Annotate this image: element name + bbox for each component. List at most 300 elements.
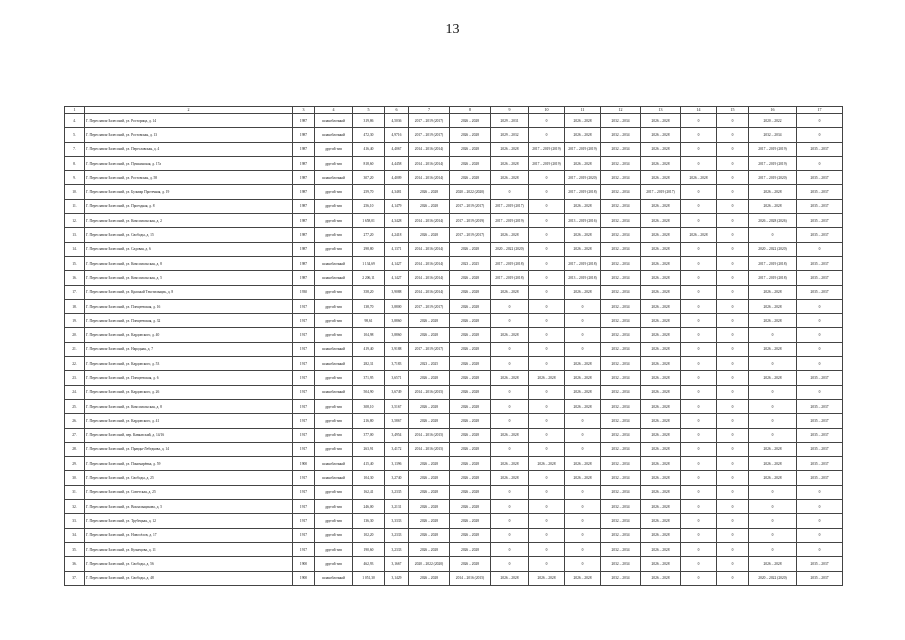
table-cell: 2026 – 2028 — [491, 371, 529, 385]
table-cell: 0 — [717, 528, 749, 542]
address-cell: Г. Переславль-Залесский, ул. Переславская, д. 4 — [85, 142, 293, 156]
table-cell: другой тип — [315, 228, 353, 242]
table-cell: 0 — [565, 542, 601, 556]
table-cell: 0 — [681, 199, 717, 213]
table-cell: 2032 – 2034 — [601, 185, 641, 199]
table-cell: 0 — [681, 271, 717, 285]
table-cell: 2035 – 2037 — [797, 471, 843, 485]
column-number-3: 3 — [293, 107, 315, 114]
address-cell: Г. Переславль-Залесский, ул. Вокзальщикова, д. 5 — [85, 500, 293, 514]
table-cell: 2026 – 2028 — [641, 399, 681, 413]
table-cell: 371,95 — [353, 371, 385, 385]
table-cell: 0 — [491, 528, 529, 542]
table-cell: 2026 – 2028 — [565, 385, 601, 399]
table-cell: 0 — [717, 442, 749, 456]
table-cell: 2026 – 2028 — [450, 542, 491, 556]
table-row — [65, 342, 843, 356]
table-cell: 2017 – 2019 (2017) — [450, 199, 491, 213]
table-cell: 0 — [797, 299, 843, 313]
table-cell: 1917 — [293, 385, 315, 399]
table-cell: 462,93 — [353, 557, 385, 571]
table-cell: 2026 – 2028 — [409, 457, 450, 471]
table-cell: 0 — [717, 557, 749, 571]
table-cell: 0 — [749, 514, 797, 528]
table-cell: 2035 – 2037 — [797, 442, 843, 456]
table-cell: 2014 – 2016 (2014) — [409, 285, 450, 299]
table-cell: 0 — [491, 414, 529, 428]
address-cell: Г. Переславль-Залесский, ул. Садовая, д. 6 — [85, 242, 293, 256]
table-cell: 0 — [717, 199, 749, 213]
table-cell: 2032 – 2034 — [601, 542, 641, 556]
table-cell: 2013 – 2019 (2018) — [565, 271, 601, 285]
table-cell: 2014 – 2016 (2014) — [409, 214, 450, 228]
table-cell: 0 — [529, 171, 565, 185]
table-cell: шлакоблочный — [315, 385, 353, 399]
table-cell: 0 — [681, 485, 717, 499]
table-cell: 2026 – 2028 — [641, 571, 681, 585]
table-cell: 2026 – 2028 — [641, 542, 681, 556]
table-cell: 0 — [565, 328, 601, 342]
table-cell: 2017 – 2019 (2017) — [409, 342, 450, 356]
address-cell: Г. Переславль-Залесский, ул. Пономарёвка, д. 59 — [85, 457, 293, 471]
table-cell: шлакоблочный — [315, 357, 353, 371]
table-cell: 2026 – 2028 — [409, 500, 450, 514]
table-cell: 0 — [749, 414, 797, 428]
table-cell: 0 — [681, 399, 717, 413]
table-cell: 1987 — [293, 271, 315, 285]
table-cell: 2035 – 2037 — [797, 199, 843, 213]
table-cell: 2026 – 2028 — [641, 342, 681, 356]
table-cell: 0 — [529, 114, 565, 128]
table-row — [65, 457, 843, 471]
page-number: 13 — [445, 22, 460, 37]
table-cell: 190,60 — [353, 542, 385, 556]
column-number-10: 10 — [529, 107, 565, 114]
table-cell: 2026 – 2028 — [565, 199, 601, 213]
table-cell: 1917 — [293, 371, 315, 385]
address-cell: Г. Переславль-Залесский, ул. Плещеевская, д. 6 — [85, 371, 293, 385]
table-cell: 0 — [797, 128, 843, 142]
table-cell: 0 — [681, 214, 717, 228]
table-cell: 2017 – 2019 (2018) — [565, 256, 601, 270]
table-row — [65, 156, 843, 170]
table-cell: 12. — [65, 214, 85, 228]
table-cell: 3,1429 — [385, 571, 409, 585]
table-cell: 2026 – 2028 — [529, 371, 565, 385]
table-cell: 2017 – 2019 (2020) — [749, 171, 797, 185]
table-cell: 0 — [529, 342, 565, 356]
table-cell: другой тип — [315, 199, 353, 213]
table-cell: 2014 – 2016 (2014) — [409, 171, 450, 185]
table-cell: 0 — [717, 242, 749, 256]
table-cell: 13. — [65, 228, 85, 242]
table-cell: 2035 – 2037 — [797, 228, 843, 242]
table-cell: 2026 – 2028 — [641, 199, 681, 213]
column-number-14: 14 — [681, 107, 717, 114]
table-cell: шлакоблочный — [315, 171, 353, 185]
table-cell: 33. — [65, 514, 85, 528]
table-cell: 2014 – 2016 (2015) — [409, 442, 450, 456]
table-cell: 2035 – 2037 — [797, 271, 843, 285]
table-cell: 10. — [65, 185, 85, 199]
table-cell: 0 — [565, 485, 601, 499]
table-cell: 2017 – 2019 (2019) — [749, 142, 797, 156]
table-cell: 2035 – 2037 — [797, 428, 843, 442]
table-cell: 2026 – 2028 — [491, 142, 529, 156]
column-number-4: 4 — [315, 107, 353, 114]
table-cell: 2026 – 2028 — [491, 285, 529, 299]
table-cell: 2026 – 2028 — [491, 428, 529, 442]
table-cell: 2026 – 2028 — [641, 256, 681, 270]
table-cell: 2017 – 2019 (2017) — [641, 185, 681, 199]
table-cell: 15. — [65, 256, 85, 270]
table-cell: 2017 – 2019 (2017) — [450, 228, 491, 242]
address-cell: Г. Переславль-Залесский, ул. Ростовская, д. 58 — [85, 171, 293, 185]
table-cell: другой тип — [315, 399, 353, 413]
table-cell: 2026 – 2028 — [641, 514, 681, 528]
table-cell: 2026 – 2028 — [450, 314, 491, 328]
table-cell: 28. — [65, 442, 85, 456]
table-cell: 0 — [529, 199, 565, 213]
table-cell: 0 — [491, 542, 529, 556]
table-cell: 1917 — [293, 357, 315, 371]
table-row — [65, 385, 843, 399]
address-cell: Г. Переславль-Залесский, ул. Проездная, д. 8 — [85, 199, 293, 213]
table-cell: 0 — [681, 457, 717, 471]
table-cell: 3,9188 — [385, 342, 409, 356]
table-cell: 1987 — [293, 199, 315, 213]
table-cell: 1917 — [293, 399, 315, 413]
table-row — [65, 557, 843, 571]
table-cell: 2035 – 2037 — [797, 414, 843, 428]
table-cell: 0 — [529, 428, 565, 442]
table-cell: 0 — [529, 228, 565, 242]
table-cell: 0 — [529, 128, 565, 142]
table-cell: 1917 — [293, 299, 315, 313]
table-cell: 0 — [797, 542, 843, 556]
table-cell: 0 — [717, 142, 749, 156]
table-cell: другой тип — [315, 442, 353, 456]
table-cell: 2032 – 2034 — [601, 214, 641, 228]
table-cell: 2026 – 2028 — [450, 371, 491, 385]
table-cell: 2026 – 2028 — [641, 385, 681, 399]
table-cell: 0 — [529, 514, 565, 528]
table-cell: 4,1479 — [385, 199, 409, 213]
table-cell: 4,4067 — [385, 142, 409, 156]
table-cell: 2026 – 2028 — [641, 357, 681, 371]
table-cell: 0 — [717, 171, 749, 185]
table-cell: 3,1667 — [385, 557, 409, 571]
table-cell: 2032 – 2034 — [601, 256, 641, 270]
table-cell: 0 — [797, 357, 843, 371]
table-cell: 2026 – 2028 — [565, 471, 601, 485]
table-cell: 2032 – 2034 — [749, 128, 797, 142]
table-cell: 0 — [491, 500, 529, 514]
table-cell: 0 — [681, 528, 717, 542]
table-cell: 2032 – 2034 — [601, 528, 641, 542]
table-cell: 2026 – 2028 — [450, 299, 491, 313]
table-cell: 2026 – 2028 — [641, 328, 681, 342]
table-cell: 0 — [717, 114, 749, 128]
table-cell: 0 — [529, 242, 565, 256]
table-cell: 2032 – 2034 — [601, 328, 641, 342]
table-cell: 26. — [65, 414, 85, 428]
table-cell: 2017 – 2019 (2017) — [409, 128, 450, 142]
table-cell: 136,30 — [353, 514, 385, 528]
table-cell: 0 — [717, 428, 749, 442]
table-cell: 2014 – 2016 (2015) — [409, 428, 450, 442]
table-cell: 2026 – 2028 — [681, 228, 717, 242]
table-cell: 1987 — [293, 185, 315, 199]
address-cell: Г. Переславль-Залесский, ул. Народная, д. 7 — [85, 342, 293, 356]
table-cell: 0 — [717, 399, 749, 413]
table-cell: 4,4458 — [385, 156, 409, 170]
table-cell: 2017 – 2019 (2019) — [529, 142, 565, 156]
table-cell: 0 — [529, 314, 565, 328]
table-cell: шлакоблочный — [315, 271, 353, 285]
table-cell: 2017 – 2019 (2018) — [749, 271, 797, 285]
table-cell: 4,4009 — [385, 171, 409, 185]
table-cell: 2014 – 2016 (2014) — [409, 142, 450, 156]
table-cell: 818,60 — [353, 156, 385, 170]
table-cell: 4. — [65, 114, 85, 128]
table-cell: 2032 – 2034 — [601, 156, 641, 170]
table-cell: 4,1427 — [385, 271, 409, 285]
column-number-7: 7 — [409, 107, 450, 114]
table-cell: 2026 – 2028 — [565, 357, 601, 371]
table-cell: 0 — [797, 385, 843, 399]
table-cell: 0 — [717, 328, 749, 342]
table-cell: другой тип — [315, 156, 353, 170]
table-cell: 2026 – 2028 — [491, 156, 529, 170]
table-row — [65, 314, 843, 328]
table-cell: 1987 — [293, 114, 315, 128]
table-cell: шлакоблочный — [315, 571, 353, 585]
table-cell: 3,2131 — [385, 500, 409, 514]
table-cell: 0 — [529, 500, 565, 514]
address-cell: Г. Переславль-Залесский, ул. Кардовского, д. 40 — [85, 328, 293, 342]
address-cell: Г. Переславль-Залесский, ул. Комсомольская, д. 8 — [85, 399, 293, 413]
table-cell: 2026 – 2028 — [450, 485, 491, 499]
table-cell: 27. — [65, 428, 85, 442]
table-cell: 0 — [681, 299, 717, 313]
address-cell: Г. Переславль-Залесский, ул. Плещеевская, д. 32 — [85, 314, 293, 328]
table-cell: 0 — [717, 214, 749, 228]
table-cell: 2032 – 2034 — [601, 428, 641, 442]
table-cell: 2032 – 2034 — [601, 199, 641, 213]
table-row — [65, 471, 843, 485]
table-cell: другой тип — [315, 242, 353, 256]
table-cell: 0 — [717, 385, 749, 399]
table-cell: 2017 – 2019 (2017) — [491, 199, 529, 213]
table-cell: 35. — [65, 542, 85, 556]
table-row — [65, 285, 843, 299]
table-cell: 2032 – 2034 — [601, 242, 641, 256]
table-cell: 4,3428 — [385, 214, 409, 228]
table-cell: 31. — [65, 485, 85, 499]
table-cell: 0 — [717, 228, 749, 242]
table-cell: 2026 – 2028 — [641, 414, 681, 428]
table-cell: 3,2335 — [385, 485, 409, 499]
table-cell: 2035 – 2037 — [797, 142, 843, 156]
column-number-1: 1 — [65, 107, 85, 114]
table-cell: 1 051,30 — [353, 571, 385, 585]
table-cell: 1917 — [293, 314, 315, 328]
table-cell: 2026 – 2028 — [409, 399, 450, 413]
table-cell: 2020 – 2022 (2020) — [450, 185, 491, 199]
table-cell: 0 — [529, 399, 565, 413]
table-cell: 2026 – 2028 — [450, 128, 491, 142]
table-cell: 2032 – 2034 — [601, 399, 641, 413]
table-cell: 4,1371 — [385, 242, 409, 256]
table-cell: 2026 – 2028 — [749, 314, 797, 328]
table-cell: 2035 – 2037 — [797, 185, 843, 199]
table-cell: 0 — [681, 314, 717, 328]
table-cell: 2026 – 2028 — [409, 414, 450, 428]
table-cell: 2026 – 2028 — [409, 328, 450, 342]
table-cell: 2026 – 2028 — [749, 199, 797, 213]
table-cell: 2026 – 2028 — [409, 485, 450, 499]
table-cell: 0 — [749, 428, 797, 442]
address-cell: Г. Переславль-Залесский, ул. Плещеевская, д. 16 — [85, 299, 293, 313]
address-cell: Г. Переславль-Залесский, ул. Комсомольская, д. 5 — [85, 271, 293, 285]
table-cell: другой тип — [315, 299, 353, 313]
table-cell: 2014 – 2016 (2014) — [409, 242, 450, 256]
table-cell: 2014 – 2016 (2014) — [409, 271, 450, 285]
table-cell: 3,5167 — [385, 399, 409, 413]
table-cell: 9. — [65, 171, 85, 185]
table-cell: шлакоблочный — [315, 128, 353, 142]
table-cell: 2020 – 2022 (2020) — [749, 571, 797, 585]
table-cell: 2026 – 2028 — [450, 142, 491, 156]
table-cell: 0 — [529, 528, 565, 542]
address-cell: Г. Переславль-Залесский, ул. Росторица, д. 14 — [85, 114, 293, 128]
table-cell: 1900 — [293, 457, 315, 471]
table-cell: 0 — [681, 342, 717, 356]
table-cell: 2026 – 2028 — [409, 199, 450, 213]
table-cell: 2026 – 2028 — [565, 128, 601, 142]
table-cell: 1930 — [293, 285, 315, 299]
table-cell: 2026 – 2028 — [565, 228, 601, 242]
table-cell: 2035 – 2037 — [797, 214, 843, 228]
table-cell: 0 — [717, 414, 749, 428]
table-cell: 0 — [797, 156, 843, 170]
table-cell: другой тип — [315, 414, 353, 428]
table-cell: 0 — [749, 357, 797, 371]
table-cell: 2026 – 2028 — [450, 285, 491, 299]
table-cell: 2032 – 2034 — [601, 557, 641, 571]
table-cell: 1917 — [293, 528, 315, 542]
table-cell: 2026 – 2028 — [641, 528, 681, 542]
table-cell: 0 — [529, 414, 565, 428]
table-row — [65, 185, 843, 199]
table-cell: 0 — [529, 299, 565, 313]
table-cell: 0 — [529, 328, 565, 342]
table-cell: 0 — [529, 542, 565, 556]
table-cell: 14. — [65, 242, 85, 256]
table-cell: 0 — [797, 242, 843, 256]
table-cell: 2026 – 2028 — [491, 471, 529, 485]
table-cell: другой тип — [315, 557, 353, 571]
address-cell: Г. Переславль-Залесский, ул. Советская, д. 25 — [85, 485, 293, 499]
table-cell: другой тип — [315, 514, 353, 528]
table-cell: 34. — [65, 528, 85, 542]
table-cell: 3,7183 — [385, 357, 409, 371]
column-number-13: 13 — [641, 107, 681, 114]
table-cell: 2026 – 2028 — [641, 242, 681, 256]
table-cell: 0 — [749, 328, 797, 342]
table-cell: 4,1427 — [385, 256, 409, 270]
table-cell: 2035 – 2037 — [797, 457, 843, 471]
table-row — [65, 500, 843, 514]
address-cell: Г. Переславль-Залесский, ул. Кардовского, д. 26 — [85, 385, 293, 399]
table-cell: 2023 – 2025 — [450, 256, 491, 270]
table-cell: 20. — [65, 328, 85, 342]
table-cell: 3,8800 — [385, 299, 409, 313]
table-cell: 7. — [65, 142, 85, 156]
table-cell: 2035 – 2037 — [797, 171, 843, 185]
table-cell: 2032 – 2034 — [601, 357, 641, 371]
table-cell: 3,2333 — [385, 542, 409, 556]
table-cell: другой тип — [315, 528, 353, 542]
table-cell: 0 — [491, 314, 529, 328]
table-cell: 24. — [65, 385, 85, 399]
table-cell: 3,2740 — [385, 471, 409, 485]
table-cell: 504,90 — [353, 385, 385, 399]
table-cell: 2026 – 2028 — [409, 571, 450, 585]
table-cell: шлакоблочный — [315, 256, 353, 270]
table-cell: 308,10 — [353, 399, 385, 413]
table-cell: 2026 – 2028 — [450, 442, 491, 456]
table-row — [65, 514, 843, 528]
table-cell: 2026 – 2028 — [641, 114, 681, 128]
table-cell: 1917 — [293, 542, 315, 556]
table-cell: 0 — [565, 528, 601, 542]
table-cell: 0 — [717, 256, 749, 270]
table-row — [65, 399, 843, 413]
address-cell: Г. Переславль-Залесский, ул. Кузнецова, д. 11 — [85, 542, 293, 556]
address-cell: Г. Переславль-Залесский, ул. Комсомольская, д. 8 — [85, 256, 293, 270]
table-cell: 1917 — [293, 442, 315, 456]
table-cell: 2026 – 2028 — [641, 485, 681, 499]
table-cell: 3,8860 — [385, 328, 409, 342]
table-cell: 0 — [565, 500, 601, 514]
table-cell: 2026 – 2028 — [450, 328, 491, 342]
table-cell: 2032 – 2034 — [601, 514, 641, 528]
table-cell: 0 — [797, 528, 843, 542]
table-cell: 4,2418 — [385, 228, 409, 242]
table-cell: 216,80 — [353, 414, 385, 428]
table-cell: 36. — [65, 557, 85, 571]
table-cell: 2026 – 2028 — [641, 285, 681, 299]
table-cell: 1917 — [293, 428, 315, 442]
table-cell: 2026 – 2028 — [450, 399, 491, 413]
table-header-row — [65, 107, 843, 114]
column-number-5: 5 — [353, 107, 385, 114]
table-cell: 0 — [491, 385, 529, 399]
table-cell: 377,00 — [353, 428, 385, 442]
table-cell: 2032 – 2034 — [601, 142, 641, 156]
table-cell: другой тип — [315, 328, 353, 342]
table-cell: 1987 — [293, 156, 315, 170]
table-cell: 0 — [681, 156, 717, 170]
table-cell: 2026 – 2028 — [565, 156, 601, 170]
address-cell: Г. Переславль-Залесский, ул. Свободы, д. 25 — [85, 471, 293, 485]
address-cell: Г. Переславль-Залесский, ул. Трубецкая, д. 12 — [85, 514, 293, 528]
table-cell: 2026 – 2028 — [749, 557, 797, 571]
table-cell: 2026 – 2028 — [450, 428, 491, 442]
table-cell: 2020 – 2022 — [749, 114, 797, 128]
